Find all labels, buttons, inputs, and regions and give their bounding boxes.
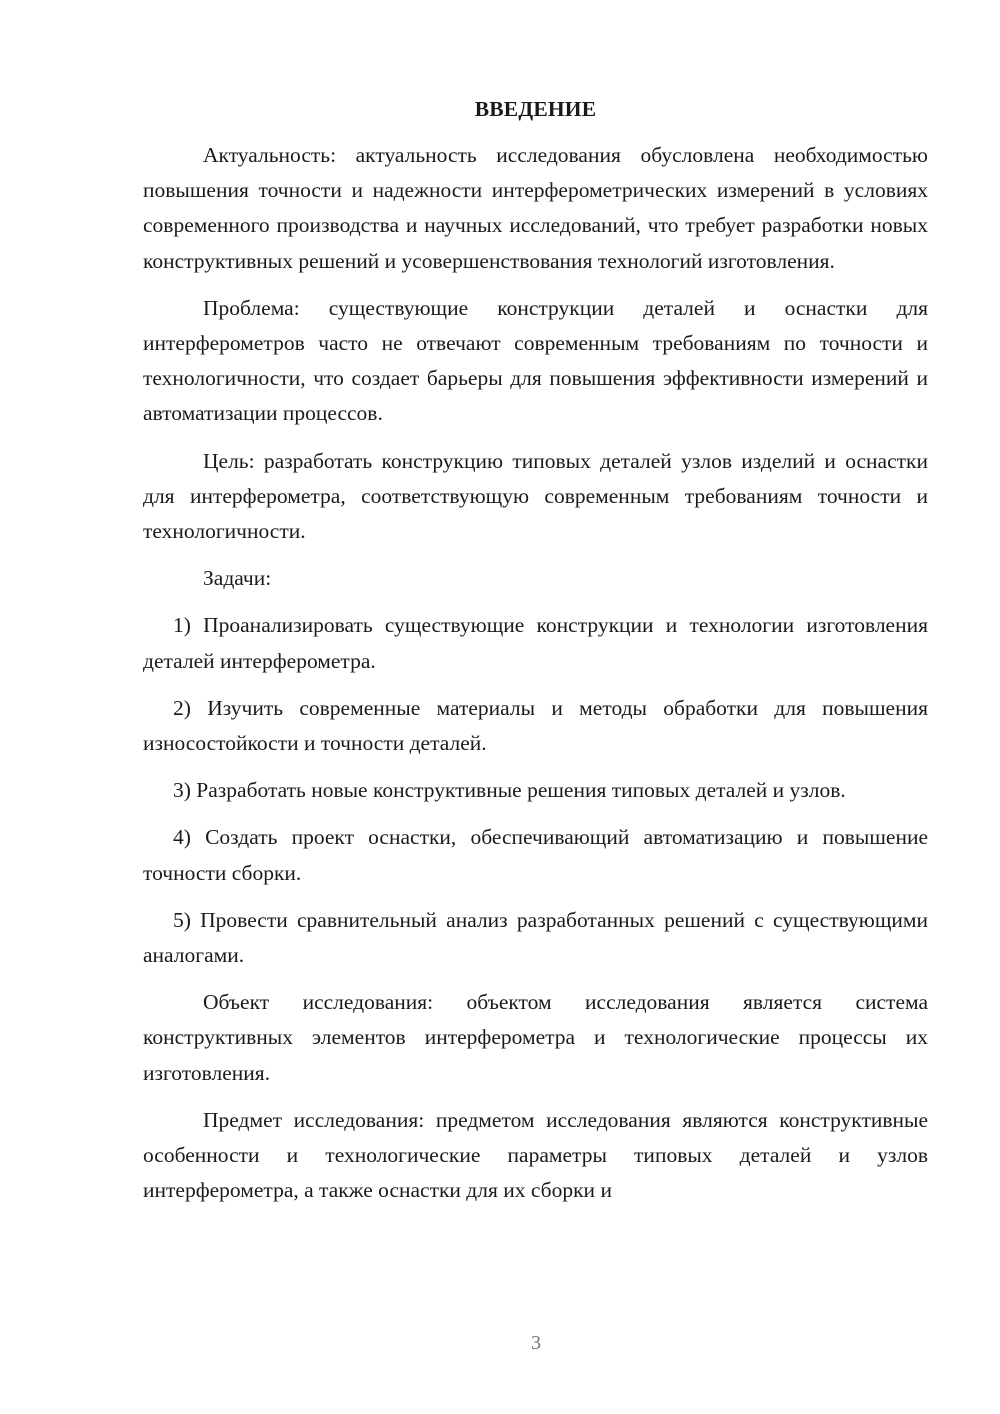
task-item: 1) Проанализировать существующие конструкции и технологии изготовления деталей интерферометра. (143, 613, 928, 673)
document-page (143, 92, 928, 1208)
page-number: 3 (531, 1332, 541, 1354)
task-item: 3) Разработать новые конструктивные решения типовых деталей и узлов. (173, 778, 846, 803)
section-title: ВВЕДЕНИЕ (474, 97, 597, 121)
paragraph-goal: Цель: разработать конструкцию типовых деталей узлов изделий и оснастки для интерферометра, соответствующую современным требованиям точности и технологичности. (143, 448, 928, 544)
task-item: 4) Создать проект оснастки, обеспечивающий автоматизацию и повышение точности сборки. (143, 825, 928, 885)
task-item: 2) Изучить современные материалы и методы обработки для повышения износостойкости и точности деталей. (143, 695, 928, 756)
paragraph-subject: Предмет исследования: предметом исследования являются конструктивные особенности и технологические параметры типовых деталей и узлов интерферометра, а также оснастки для их сборки и (143, 1107, 928, 1203)
tasks-heading: Задачи: (203, 566, 272, 591)
paragraph-relevance: Актуальность: актуальность исследования обусловлена необходимостью повышения точности и надежности интерферометрических измерений в условиях современного производства и научных исследований, что требует разработки новых конструктивных решений и усовершенствования технологий изготовления. (143, 143, 928, 273)
paragraph-object: Объект исследования: объектом исследования является система конструктивных элементов интерферометра и технологические процессы их изготовления. (143, 990, 928, 1085)
task-item: 5) Провести сравнительный анализ разработанных решений с существующими аналогами. (143, 907, 928, 968)
paragraph-problem: Проблема: существующие конструкции деталей и оснастки для интерферометров часто не отвечают современным требованиям по точности и технологичности, что создает барьеры для повышения эффективности измерений и автоматизации процессов. (143, 295, 928, 426)
